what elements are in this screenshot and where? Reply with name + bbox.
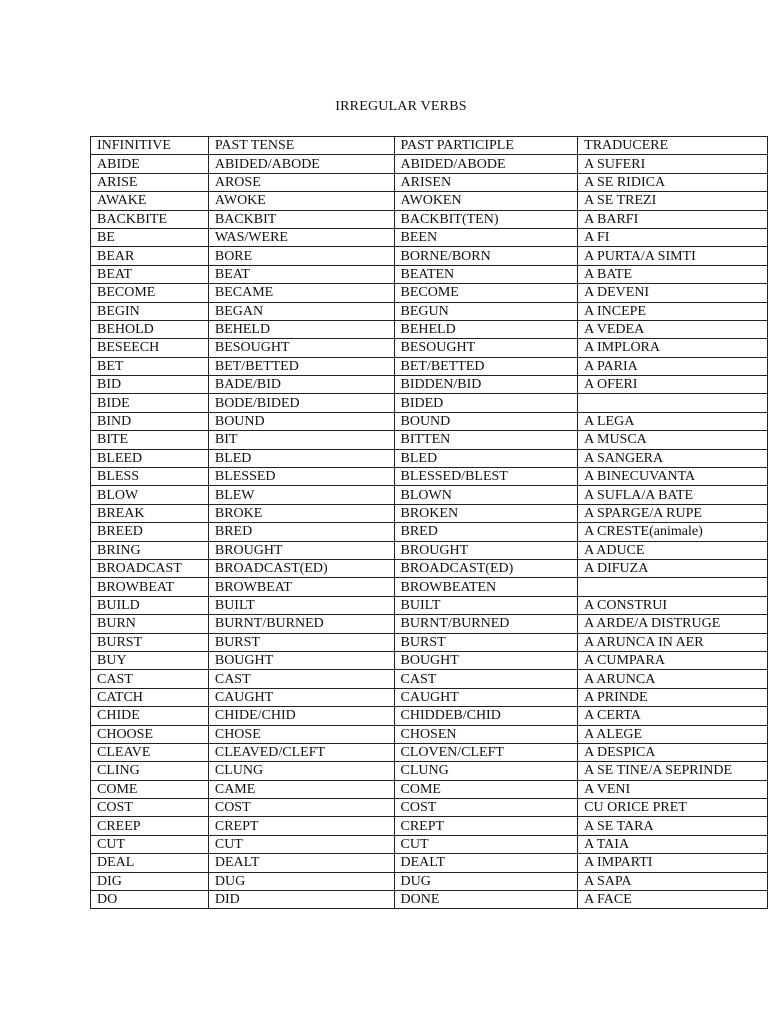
cell-past-tense: COST [208,799,394,817]
cell-past-tense: CREPT [208,817,394,835]
table-header-row [91,137,768,155]
table-row [91,339,768,357]
table-row [91,762,768,780]
header-infinitive: INFINITIVE [91,137,209,155]
header-past-participle: PAST PARTICIPLE [394,137,578,155]
cell-traducere: A CONSTRUI [578,596,768,614]
header-past-tense: PAST TENSE [208,137,394,155]
cell-past-tense: BORE [208,247,394,265]
cell-traducere: A SANGERA [578,449,768,467]
cell-infinitive: CLEAVE [91,743,209,761]
table-row [91,173,768,191]
cell-traducere: A SPARGE/A RUPE [578,504,768,522]
table-row [91,431,768,449]
cell-infinitive: BE [91,228,209,246]
table-row [91,835,768,853]
cell-past-participle: BLESSED/BLEST [394,468,578,486]
cell-past-tense: BRED [208,523,394,541]
cell-past-participle: BLOWN [394,486,578,504]
cell-past-tense: BEAT [208,265,394,283]
table-row [91,192,768,210]
cell-past-participle: BITTEN [394,431,578,449]
cell-past-tense: ABIDED/ABODE [208,155,394,173]
cell-traducere: A IMPARTI [578,854,768,872]
cell-past-participle: AWOKEN [394,192,578,210]
table-row [91,651,768,669]
cell-traducere: A BINECUVANTA [578,468,768,486]
cell-infinitive: BLEED [91,449,209,467]
cell-past-participle: BOUGHT [394,651,578,669]
table-row [91,449,768,467]
cell-traducere: A OFERI [578,376,768,394]
cell-traducere: A VENI [578,780,768,798]
table-row [91,725,768,743]
cell-past-tense: BACKBIT [208,210,394,228]
header-traducere: TRADUCERE [578,137,768,155]
cell-past-participle: BEHELD [394,320,578,338]
cell-past-tense: BET/BETTED [208,357,394,375]
cell-past-tense: BOUGHT [208,651,394,669]
cell-infinitive: BREAK [91,504,209,522]
cell-infinitive: BLESS [91,468,209,486]
cell-past-tense: DEALT [208,854,394,872]
cell-past-participle: CAST [394,670,578,688]
cell-infinitive: DIG [91,872,209,890]
cell-past-tense: DID [208,891,394,909]
cell-traducere: A TAIA [578,835,768,853]
cell-past-participle: BURNT/BURNED [394,615,578,633]
cell-past-tense: CAUGHT [208,688,394,706]
table-row [91,799,768,817]
cell-traducere: A SE TINE/A SEPRINDE [578,762,768,780]
cell-infinitive: AWAKE [91,192,209,210]
cell-infinitive: BITE [91,431,209,449]
cell-past-participle: BEGUN [394,302,578,320]
table-row [91,688,768,706]
cell-past-tense: CLUNG [208,762,394,780]
cell-infinitive: CHIDE [91,707,209,725]
cell-infinitive: BECOME [91,284,209,302]
cell-infinitive: BET [91,357,209,375]
table-row [91,357,768,375]
cell-infinitive: CATCH [91,688,209,706]
cell-traducere: A ARDE/A DISTRUGE [578,615,768,633]
cell-traducere: A SE RIDICA [578,173,768,191]
cell-infinitive: BEAT [91,265,209,283]
cell-past-tense: BADE/BID [208,376,394,394]
cell-traducere: A SUFLA/A BATE [578,486,768,504]
table-row [91,320,768,338]
cell-past-tense: CHIDE/CHID [208,707,394,725]
cell-infinitive: CHOOSE [91,725,209,743]
cell-infinitive: BURST [91,633,209,651]
table-row [91,743,768,761]
cell-infinitive: COME [91,780,209,798]
table-row [91,486,768,504]
table-row [91,596,768,614]
cell-traducere: A FI [578,228,768,246]
table-row [91,541,768,559]
cell-past-tense: CAME [208,780,394,798]
cell-past-participle: BUILT [394,596,578,614]
cell-past-participle: DUG [394,872,578,890]
cell-traducere: A ADUCE [578,541,768,559]
cell-traducere: A BARFI [578,210,768,228]
table-row [91,523,768,541]
cell-past-participle: BLED [394,449,578,467]
cell-past-participle: BOUND [394,412,578,430]
cell-past-participle: BROADCAST(ED) [394,559,578,577]
cell-traducere: A MUSCA [578,431,768,449]
cell-traducere: A DIFUZA [578,559,768,577]
cell-traducere: A BATE [578,265,768,283]
table-row [91,376,768,394]
cell-past-tense: BURNT/BURNED [208,615,394,633]
cell-infinitive: CREEP [91,817,209,835]
cell-past-participle: CHIDDEB/CHID [394,707,578,725]
cell-past-tense: BROWBEAT [208,578,394,596]
cell-past-tense: AROSE [208,173,394,191]
table-row [91,670,768,688]
cell-infinitive: BRING [91,541,209,559]
cell-past-participle: CAUGHT [394,688,578,706]
table-row [91,615,768,633]
cell-past-tense: BROADCAST(ED) [208,559,394,577]
cell-traducere: A LEGA [578,412,768,430]
cell-past-participle: CLUNG [394,762,578,780]
cell-traducere: A PRINDE [578,688,768,706]
cell-past-participle: CLOVEN/CLEFT [394,743,578,761]
cell-infinitive: CUT [91,835,209,853]
cell-past-tense: CLEAVED/CLEFT [208,743,394,761]
table-row [91,284,768,302]
table-row [91,155,768,173]
cell-past-participle: CUT [394,835,578,853]
cell-traducere: A ALEGE [578,725,768,743]
cell-traducere: A CUMPARA [578,651,768,669]
table-row [91,633,768,651]
cell-traducere [578,394,768,412]
cell-past-participle: ABIDED/ABODE [394,155,578,173]
cell-past-tense: BLEW [208,486,394,504]
table-row [91,891,768,909]
cell-past-participle: COST [394,799,578,817]
page-title: IRREGULAR VERBS [335,99,467,114]
cell-past-tense: BESOUGHT [208,339,394,357]
cell-infinitive: BUY [91,651,209,669]
cell-infinitive: BID [91,376,209,394]
table-body [91,137,768,909]
cell-traducere: A DEVENI [578,284,768,302]
cell-infinitive: BUILD [91,596,209,614]
cell-past-participle: BEATEN [394,265,578,283]
cell-traducere: CU ORICE PRET [578,799,768,817]
table-row [91,559,768,577]
cell-past-tense: BEGAN [208,302,394,320]
cell-traducere: A FACE [578,891,768,909]
cell-traducere [578,578,768,596]
cell-traducere: A VEDEA [578,320,768,338]
cell-infinitive: BESEECH [91,339,209,357]
table-row [91,247,768,265]
table-row [91,228,768,246]
cell-infinitive: DEAL [91,854,209,872]
cell-past-tense: AWOKE [208,192,394,210]
cell-past-tense: CAST [208,670,394,688]
cell-past-tense: BIT [208,431,394,449]
cell-infinitive: CLING [91,762,209,780]
cell-past-tense: BECAME [208,284,394,302]
cell-past-tense: BEHELD [208,320,394,338]
cell-traducere: A SAPA [578,872,768,890]
cell-past-tense: BOUND [208,412,394,430]
cell-traducere: A IMPLORA [578,339,768,357]
cell-infinitive: BEAR [91,247,209,265]
cell-past-tense: BURST [208,633,394,651]
cell-past-tense: WAS/WERE [208,228,394,246]
table-row [91,780,768,798]
cell-traducere: A PURTA/A SIMTI [578,247,768,265]
table-row [91,302,768,320]
table-row [91,468,768,486]
cell-infinitive: BROADCAST [91,559,209,577]
table-row [91,265,768,283]
cell-traducere: A ARUNCA IN AER [578,633,768,651]
cell-past-participle: CREPT [394,817,578,835]
cell-infinitive: BROWBEAT [91,578,209,596]
cell-infinitive: BACKBITE [91,210,209,228]
cell-infinitive: BIDE [91,394,209,412]
table-row [91,817,768,835]
cell-past-participle: BEEN [394,228,578,246]
cell-infinitive: BREED [91,523,209,541]
table-row [91,707,768,725]
cell-past-tense: DUG [208,872,394,890]
cell-traducere: A INCEPE [578,302,768,320]
cell-infinitive: DO [91,891,209,909]
table-row [91,872,768,890]
table-row [91,394,768,412]
table-row [91,504,768,522]
cell-traducere: A SE TREZI [578,192,768,210]
cell-infinitive: BEGIN [91,302,209,320]
cell-past-participle: BET/BETTED [394,357,578,375]
cell-past-tense: BUILT [208,596,394,614]
cell-traducere: A SUFERI [578,155,768,173]
cell-infinitive: BLOW [91,486,209,504]
cell-infinitive: COST [91,799,209,817]
cell-past-tense: BLED [208,449,394,467]
cell-past-tense: BODE/BIDED [208,394,394,412]
cell-traducere: A SE TARA [578,817,768,835]
cell-past-tense: BROUGHT [208,541,394,559]
cell-past-participle: COME [394,780,578,798]
cell-past-participle: BACKBIT(TEN) [394,210,578,228]
cell-past-participle: BURST [394,633,578,651]
cell-past-participle: BECOME [394,284,578,302]
cell-past-tense: CHOSE [208,725,394,743]
table-row [91,210,768,228]
cell-traducere: A DESPICA [578,743,768,761]
cell-infinitive: BEHOLD [91,320,209,338]
cell-past-participle: DONE [394,891,578,909]
cell-past-participle: ARISEN [394,173,578,191]
cell-past-participle: BIDED [394,394,578,412]
cell-infinitive: CAST [91,670,209,688]
cell-infinitive: BURN [91,615,209,633]
cell-past-participle: BROWBEATEN [394,578,578,596]
table-row [91,412,768,430]
cell-past-participle: CHOSEN [394,725,578,743]
cell-past-participle: BROKEN [394,504,578,522]
irregular-verbs-table [90,136,768,909]
cell-past-participle: DEALT [394,854,578,872]
cell-past-participle: BORNE/BORN [394,247,578,265]
cell-infinitive: ABIDE [91,155,209,173]
table-row [91,854,768,872]
cell-past-participle: BRED [394,523,578,541]
cell-traducere: A PARIA [578,357,768,375]
cell-past-tense: BLESSED [208,468,394,486]
cell-past-tense: CUT [208,835,394,853]
cell-traducere: A CERTA [578,707,768,725]
cell-infinitive: BIND [91,412,209,430]
cell-infinitive: ARISE [91,173,209,191]
cell-past-participle: BROUGHT [394,541,578,559]
cell-past-tense: BROKE [208,504,394,522]
cell-past-participle: BIDDEN/BID [394,376,578,394]
cell-past-participle: BESOUGHT [394,339,578,357]
cell-traducere: A ARUNCA [578,670,768,688]
table-row [91,578,768,596]
cell-traducere: A CRESTE(animale) [578,523,768,541]
